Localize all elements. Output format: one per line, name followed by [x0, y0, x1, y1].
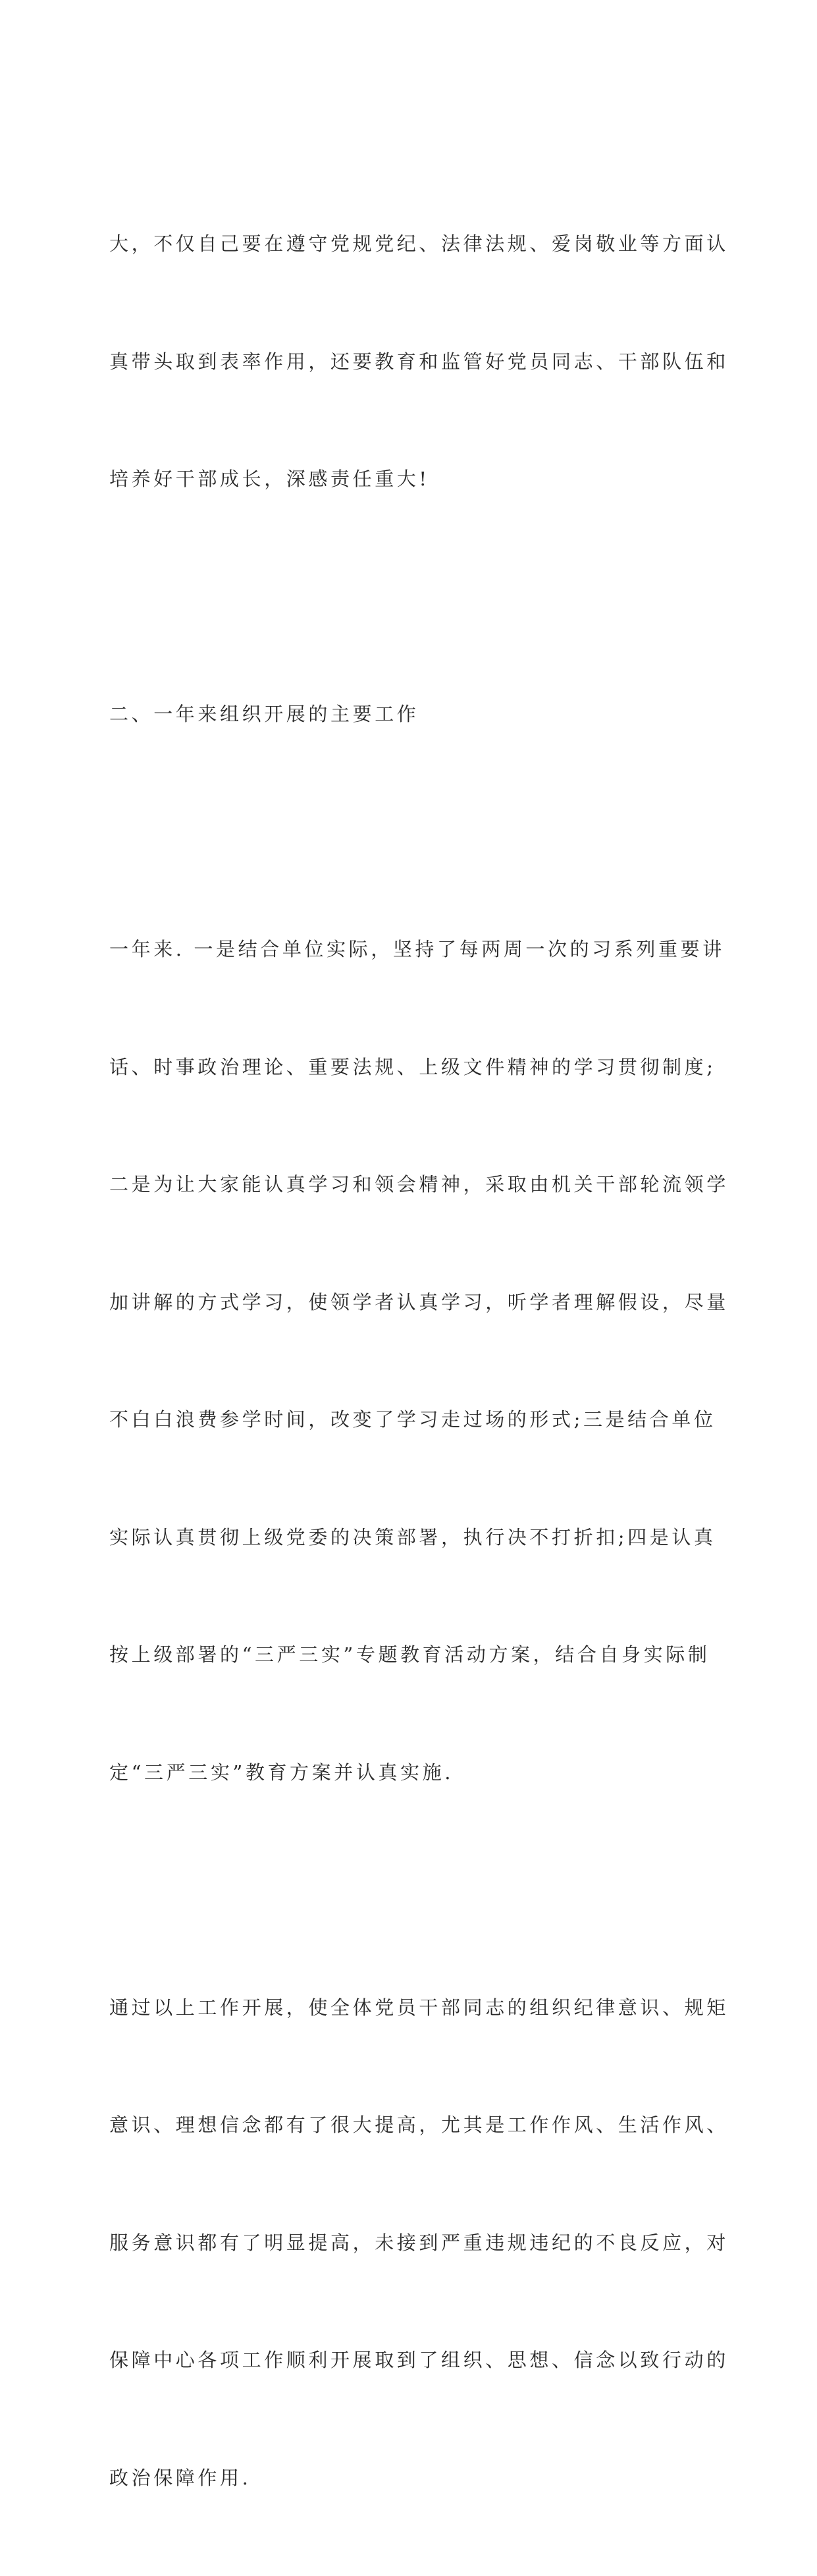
- text-line: 加讲解的方式学习，使领学者认真学习，听学者理解假设，尽量: [109, 1283, 716, 1323]
- text-line: 按上级部署的“三严三实”专题教育活动方案，结合自身实际制: [109, 1635, 716, 1675]
- text-line: 二是为让大家能认真学习和领会精神，采取由机关干部轮流领学: [109, 1165, 716, 1205]
- text-line: 通过以上工作开展，使全体党员干部同志的组织纪律意识、规矩: [109, 1988, 716, 2028]
- text-line: 定“三严三实”教育方案并认真实施.: [109, 1753, 716, 1793]
- text-line: 不白白浪费参学时间，改变了学习走过场的形式;三是结合单位: [109, 1400, 716, 1440]
- text-line: 保障中心各项工作顺利开展取到了组织、思想、信念以致行动的: [109, 2341, 716, 2380]
- text-line: 话、时事政治理论、重要法规、上级文件精神的学习贯彻制度;: [109, 1048, 716, 1087]
- text-line: 一年来. 一是结合单位实际，坚持了每两周一次的习系列重要讲: [109, 930, 716, 970]
- paragraph-spacer: [109, 578, 716, 617]
- text-line: 政治保障作用.: [109, 2459, 716, 2498]
- heading-text: 二、一年来组织开展的主要工作: [109, 695, 716, 734]
- paragraph-spacer: [109, 1871, 716, 1910]
- document-body: [109, 146, 716, 2576]
- paragraph-responsibility: [109, 146, 716, 578]
- text-line: 实际认真贯彻上级党委的决策部署，执行决不打折扣;四是认真: [109, 1518, 716, 1558]
- text-line: 服务意识都有了明显提高，未接到严重违规违纪的不良反应，对: [109, 2224, 716, 2263]
- text-line: 意识、理想信念都有了很大提高，尤其是工作作风、生活作风、: [109, 2106, 716, 2145]
- text-line: 真带头取到表率作用，还要教育和监管好党员同志、干部队伍和: [109, 343, 716, 382]
- paragraph-results: [109, 1910, 716, 2576]
- text-line: 大，不仅自己要在遵守党规党纪、法律法规、爱岗敬业等方面认: [109, 225, 716, 264]
- text-line: 培养好干部成长，深感责任重大!: [109, 460, 716, 499]
- section-heading: [109, 617, 716, 813]
- document-page: [0, 0, 817, 1155]
- paragraph-main-work: [109, 852, 716, 1871]
- paragraph-spacer: [109, 813, 716, 852]
